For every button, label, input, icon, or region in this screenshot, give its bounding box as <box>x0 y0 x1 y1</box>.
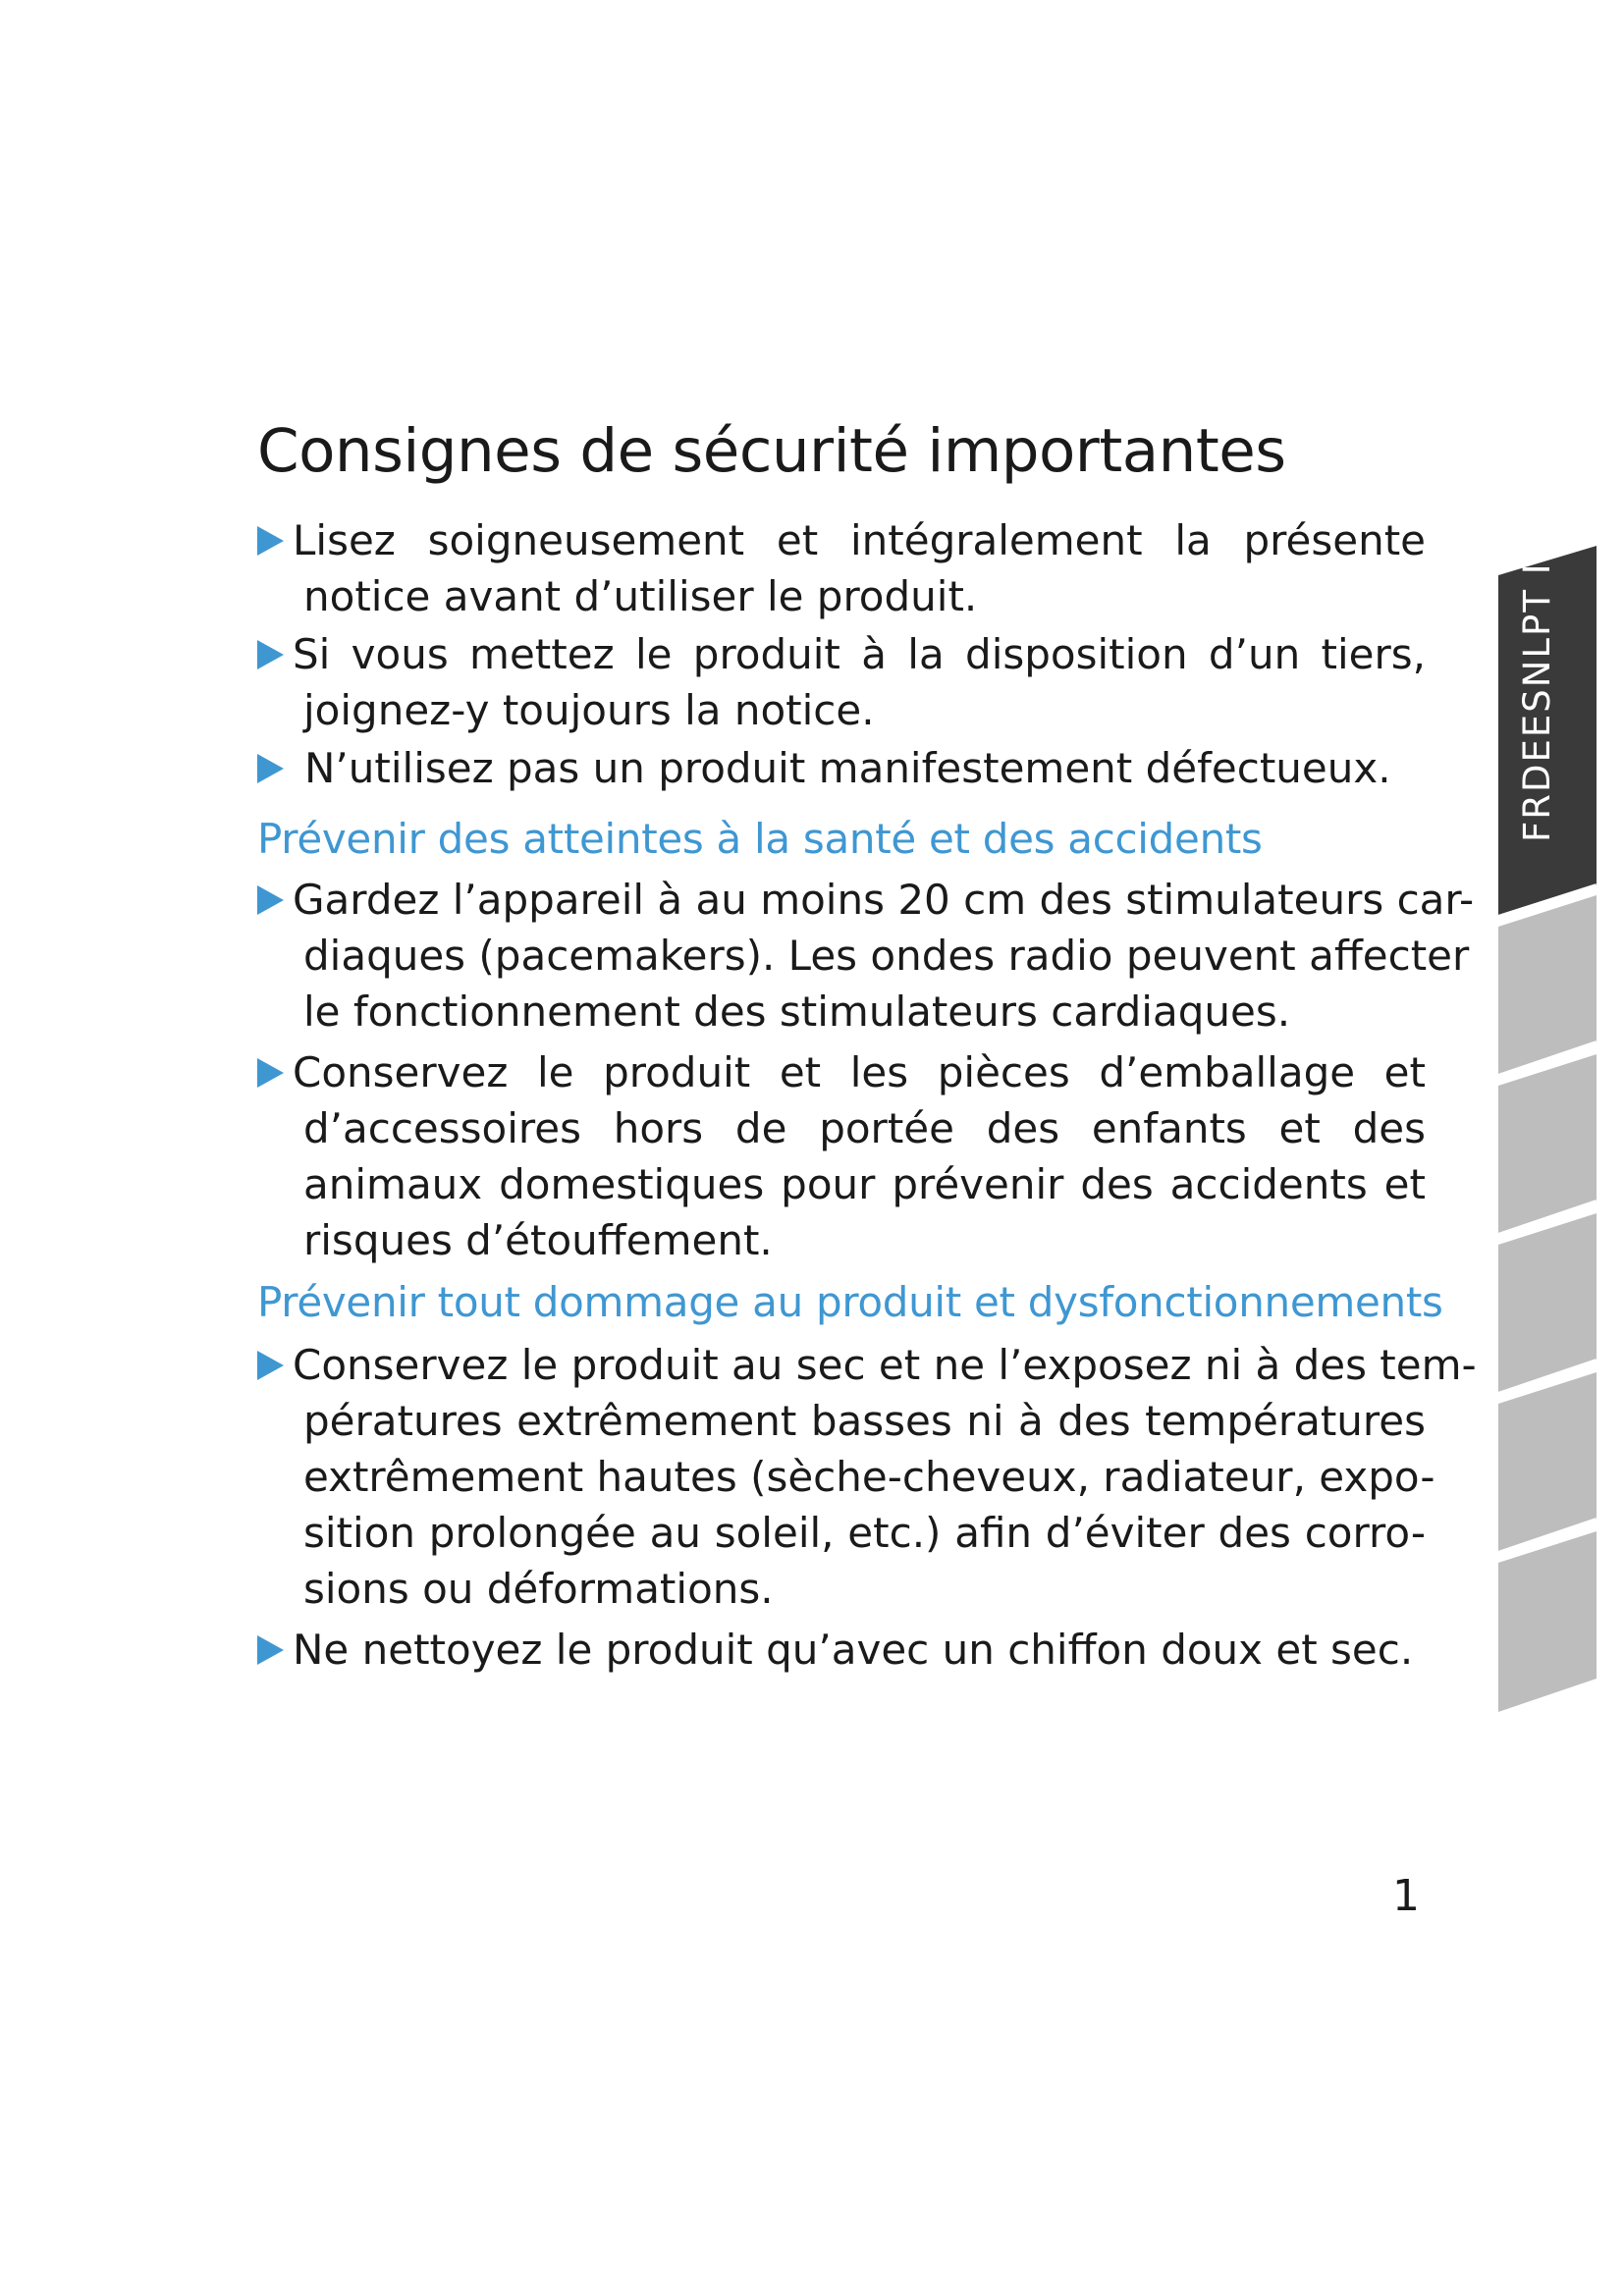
safety-bullet <box>257 740 1426 796</box>
language-tab <box>1498 1531 1597 1712</box>
page-title: Consignes de sécurité importantes <box>257 416 1286 486</box>
bullet-line: d’accessoires hors de portée des enfants et des <box>303 1104 1426 1152</box>
bullet-line: sions ou déformations. <box>303 1565 774 1613</box>
section-heading-damage: Prévenir tout dommage au produit et dysfonctionnements <box>257 1278 1443 1326</box>
bullet-line: notice avant d’utiliser le produit. <box>303 572 978 620</box>
arrow-bullet-icon <box>257 885 284 915</box>
bullet-line: pératures extrêmement basses ni à des températures <box>303 1397 1426 1445</box>
safety-bullet <box>257 626 1426 738</box>
safety-bullet <box>257 512 1426 624</box>
section-heading-health: Prévenir des atteintes à la santé et des accidents <box>257 815 1263 863</box>
bullet-line: Lisez soigneusement et intégralement la présente <box>293 516 1426 564</box>
page-number: 1 <box>1392 1871 1420 1921</box>
language-tab-text: FRDEESNLPT I <box>1516 561 1558 842</box>
bullet-line: le fonctionnement des stimulateurs cardiaques. <box>303 988 1291 1036</box>
bullet-line: diaques (pacemakers). Les ondes radio peuvent affecter <box>303 932 1470 980</box>
bullet-line: Ne nettoyez le produit qu’avec un chiffon doux et sec. <box>293 1626 1414 1674</box>
bullet-line: Conservez le produit et les pièces d’emballage et <box>293 1048 1426 1096</box>
bullet-line: Conservez le produit au sec et ne l’exposez ni à des tem- <box>293 1341 1477 1389</box>
safety-bullet <box>257 1044 1426 1268</box>
bullet-line: Gardez l’appareil à au moins 20 cm des stimulateurs car- <box>293 876 1475 924</box>
arrow-bullet-icon <box>257 1058 284 1088</box>
bullet-line: Si vous mettez le produit à la disposition d’un tiers, <box>293 630 1426 678</box>
bullet-line: sition prolongée au soleil, etc.) afin d’éviter des corro- <box>303 1509 1426 1557</box>
bullet-line: N’utilisez pas un produit manifestement défectueux. <box>304 744 1391 792</box>
arrow-bullet-icon <box>257 754 284 783</box>
safety-bullet <box>257 1622 1426 1678</box>
arrow-bullet-icon <box>257 1635 284 1665</box>
safety-bullet <box>257 1337 1477 1617</box>
safety-bullet <box>257 872 1475 1040</box>
bullet-line: animaux domestiques pour prévenir des accidents et <box>303 1160 1426 1208</box>
arrow-bullet-icon <box>257 1351 284 1380</box>
bullet-line: extrêmement hautes (sèche-cheveux, radiateur, expo- <box>303 1453 1435 1501</box>
arrow-bullet-icon <box>257 526 284 556</box>
bullet-line: risques d’étouffement. <box>303 1216 773 1264</box>
bullet-line: joignez-y toujours la notice. <box>303 686 875 734</box>
arrow-bullet-icon <box>257 640 284 669</box>
